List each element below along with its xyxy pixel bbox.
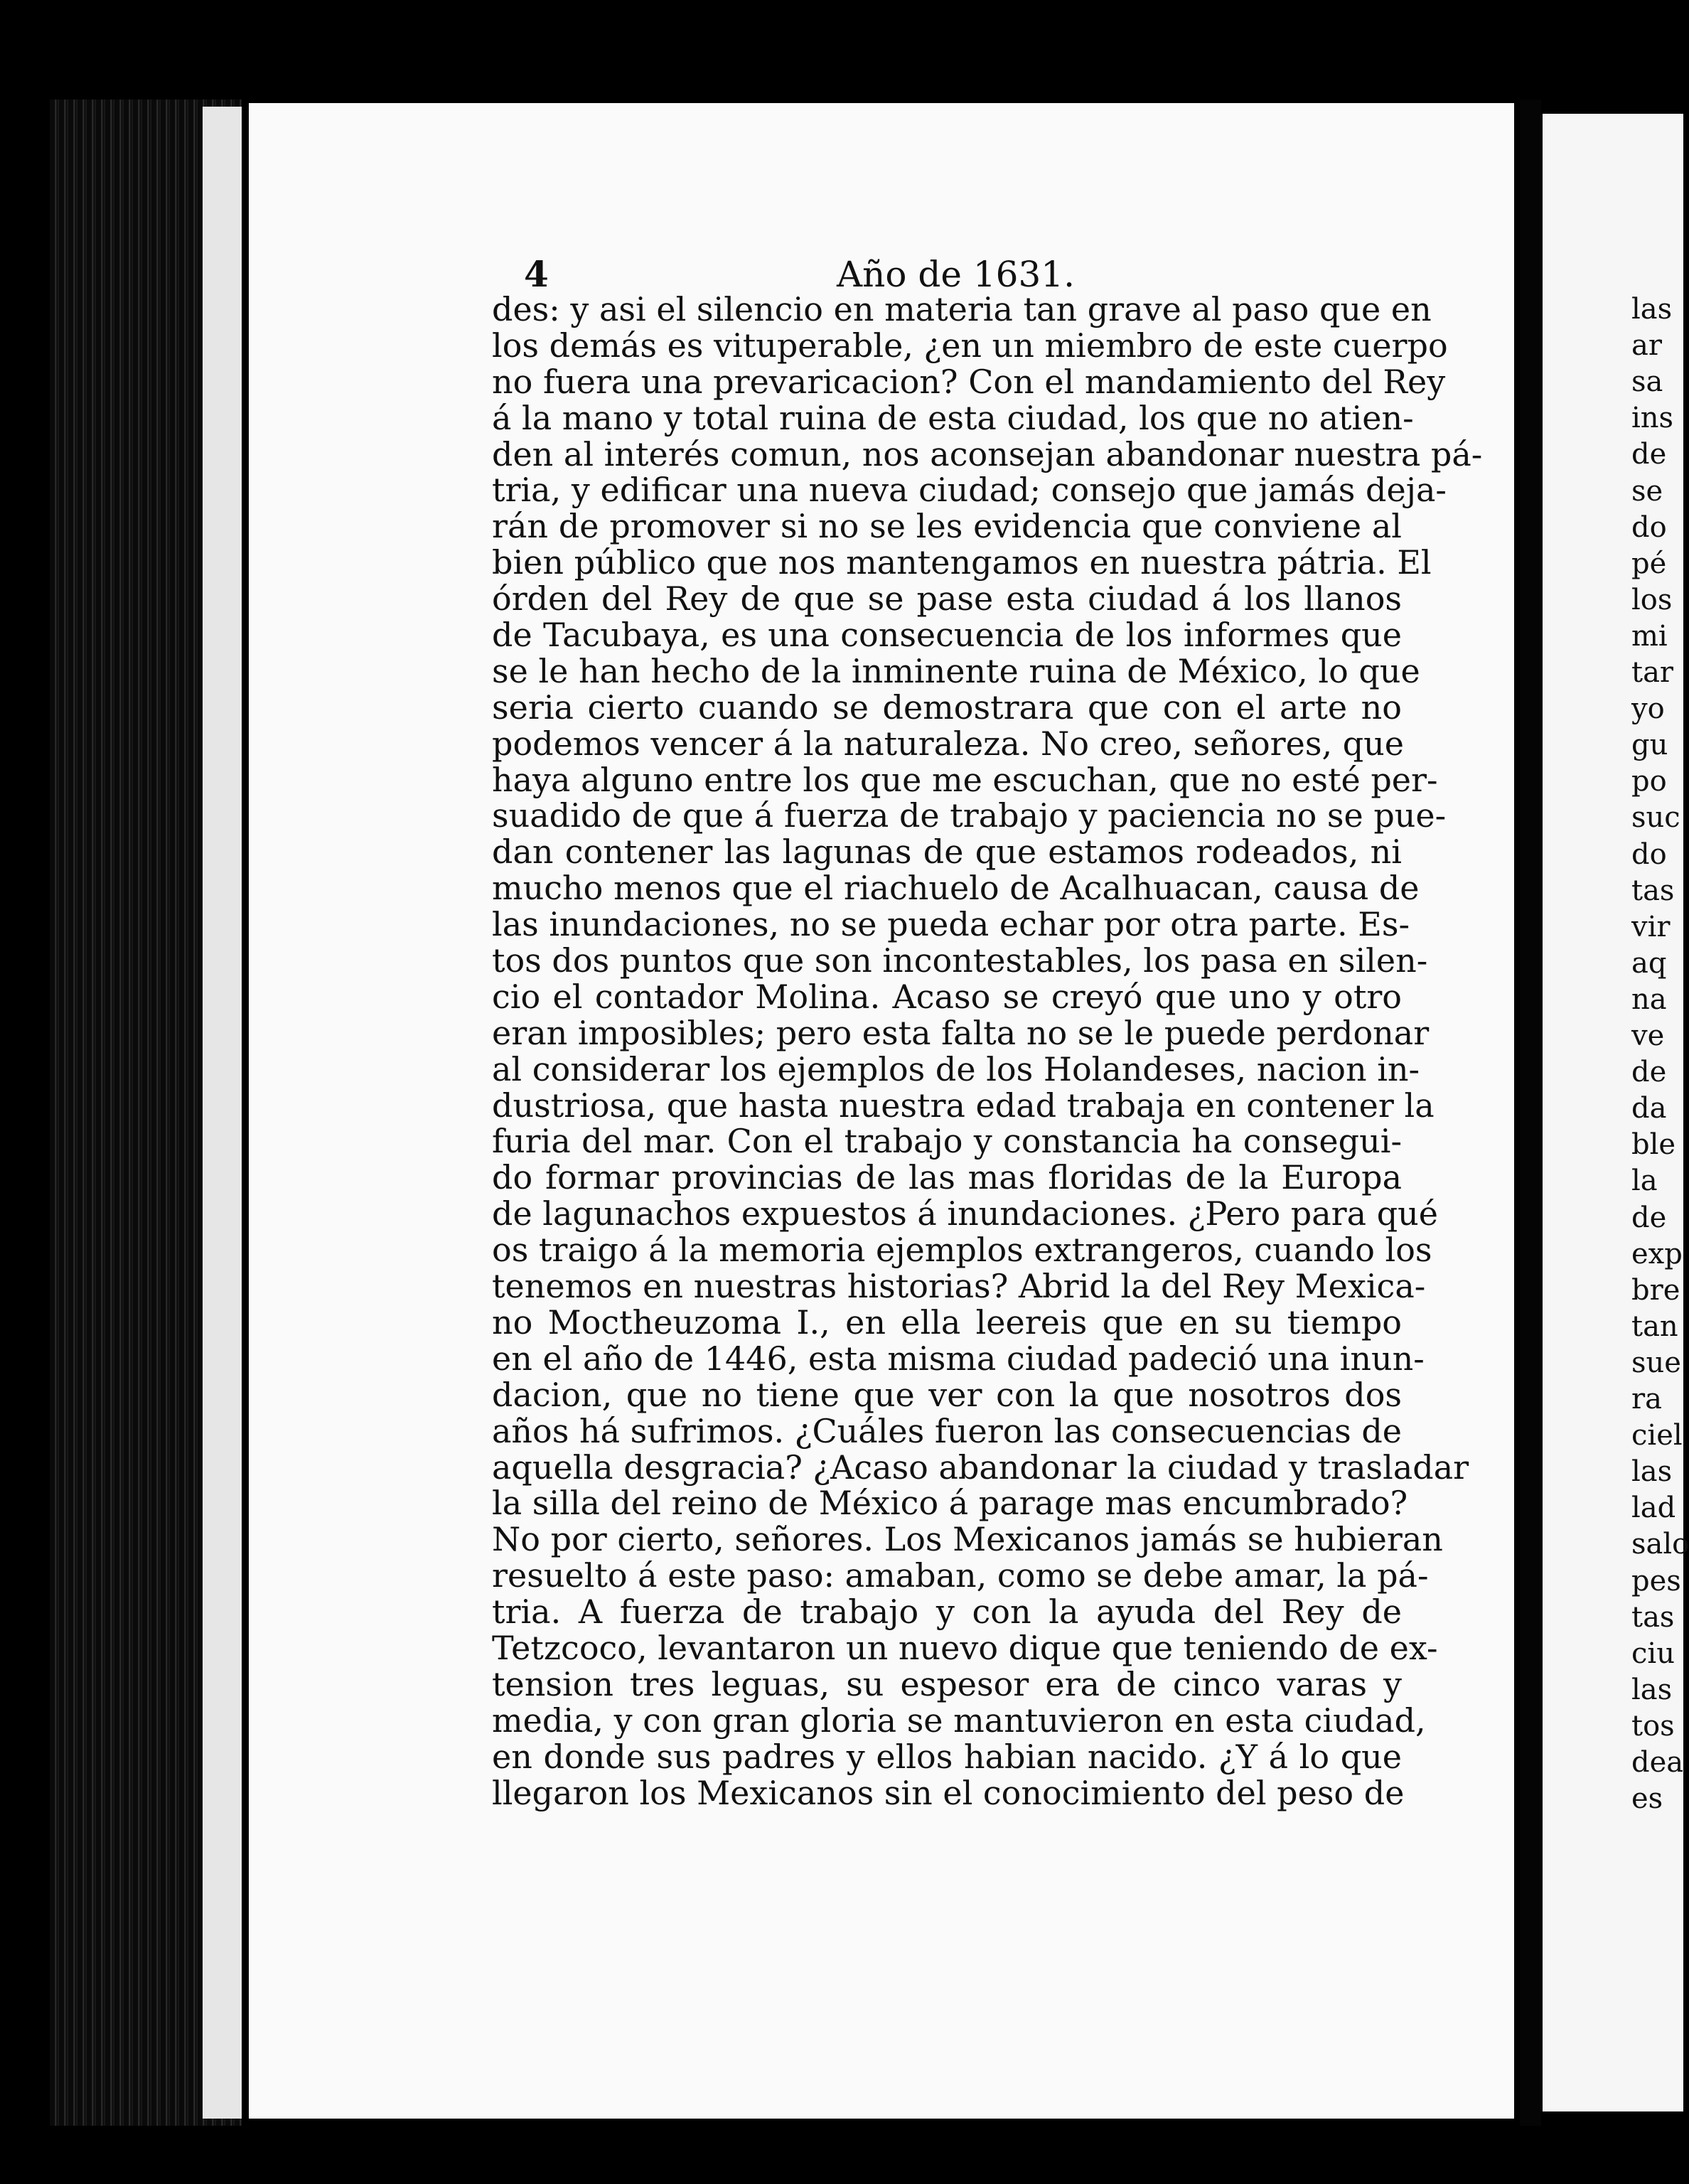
running-title: Año de 1631. (837, 254, 1075, 295)
text-line: rán de promover si no se les evidencia que conviene al (492, 507, 1402, 546)
text-line: podemos vencer á la naturaleza. No creo, señores, que (492, 724, 1404, 763)
facing-text-fragment: de (1631, 438, 1667, 471)
facing-text-fragment: vir (1631, 910, 1671, 943)
facing-text-fragment: tas (1631, 1600, 1675, 1634)
text-line: en el año de 1446, esta misma ciudad padeció una inun- (492, 1339, 1425, 1378)
text-line: tria, y edificar una nueva ciudad; consejo que jamás deja- (492, 471, 1447, 510)
text-line: los demás es vituperable, ¿en un miembro de este cuerpo (492, 326, 1448, 365)
facing-text-fragment: salo (1631, 1528, 1689, 1561)
facing-text-fragment: las (1631, 1673, 1673, 1706)
text-line: no Moctheuzoma I., en ella leereis que en su tiempo (492, 1302, 1402, 1342)
facing-text-fragment: las (1631, 293, 1673, 326)
text-line: media, y con gran gloria se mantuvieron en esta ciudad, (492, 1701, 1426, 1740)
facing-text-fragment: aq (1631, 946, 1667, 980)
facing-text-fragment: ciu (1631, 1637, 1675, 1670)
facing-text-fragment: sue (1631, 1346, 1681, 1379)
facing-text-fragment: tas (1631, 874, 1675, 907)
text-line: años há sufrimos. ¿Cuáles fueron las consecuencias de (492, 1411, 1402, 1450)
text-line: aquella desgracia? ¿Acaso abandonar la ciudad y trasladar (492, 1447, 1469, 1487)
text-line: os traigo á la memoria ejemplos extrangeros, cuando los (492, 1231, 1432, 1270)
facing-text-fragment: las (1631, 1455, 1673, 1489)
text-line: en donde sus padres y ellos habian nacido. ¿Y á lo que (492, 1737, 1402, 1776)
facing-text-fragment: tar (1631, 656, 1674, 689)
text-line: al considerar los ejemplos de los Holandeses, nacion in- (492, 1049, 1420, 1088)
text-line: de lagunachos expuestos á inundaciones. ¿Pero para qué (492, 1194, 1438, 1233)
text-line: tria. A fuerza de trabajo y con la ayuda del Rey de (492, 1592, 1402, 1632)
facing-text-fragment: la (1631, 1165, 1658, 1198)
text-line: mucho menos que el riachuelo de Acalhuacan, causa de (492, 869, 1420, 908)
facing-text-fragment: ble (1631, 1128, 1676, 1162)
facing-text-fragment: ve (1631, 1019, 1665, 1052)
text-line: Tetzcoco, levantaron un nuevo dique que teniendo de ex- (492, 1628, 1438, 1667)
text-line: eran imposibles; pero esta falta no se le puede perdonar (492, 1013, 1430, 1052)
text-line: órden del Rey de que se pase esta ciudad á los llanos (492, 579, 1402, 619)
facing-text-fragment: sa (1631, 365, 1663, 399)
facing-text-fragment: bre (1631, 1273, 1680, 1307)
page-number: 4 (524, 253, 549, 295)
facing-text-fragment: gu (1631, 729, 1668, 762)
text-line: haya alguno entre los que me escuchan, que no esté per- (492, 760, 1438, 799)
text-line: No por cierto, señores. Los Mexicanos jamás se hubieran (492, 1520, 1443, 1559)
text-line: dacion, que no tiene que ver con la que nosotros dos (492, 1375, 1402, 1414)
facing-text-fragment: na (1631, 983, 1667, 1016)
text-line: á la mano y total ruina de esta ciudad, los que no atien- (492, 398, 1414, 437)
facing-text-fragment: pes (1631, 1564, 1681, 1597)
text-line: la silla del reino de México á parage mas encumbrado? (492, 1484, 1408, 1523)
text-line: tension tres leguas, su espesor era de cinco varas y (492, 1664, 1402, 1703)
facing-text-fragment: tos (1631, 1709, 1675, 1743)
facing-text-fragment: se (1631, 474, 1663, 508)
facing-text-fragment: do (1631, 510, 1667, 544)
text-line: suadido de que á fuerza de trabajo y paciencia no se pue- (492, 796, 1447, 835)
facing-text-fragment: do (1631, 837, 1667, 871)
facing-text-fragment: ins (1631, 402, 1674, 435)
facing-text-fragment: po (1631, 765, 1667, 798)
text-line: no fuera una prevaricacion? Con el mandamiento del Rey (492, 362, 1446, 401)
facing-text-fragment: ra (1631, 1383, 1662, 1415)
text-line: seria cierto cuando se demostrara que con el arte no (492, 687, 1402, 727)
facing-text-fragment: mi (1631, 619, 1668, 653)
text-line: dan contener las lagunas de que estamos rodeados, ni (492, 833, 1402, 872)
facing-text-fragment: suc (1631, 801, 1680, 835)
facing-text-fragment: de (1631, 1201, 1667, 1234)
facing-text-fragment: es (1631, 1782, 1663, 1816)
text-line: llegaron los Mexicanos sin el conocimiento del peso de (492, 1773, 1405, 1812)
facing-text-fragment: da (1631, 1092, 1667, 1125)
text-line: tenemos en nuestras historias? Abrid la del Rey Mexica- (492, 1267, 1426, 1306)
text-line: den al interés comun, nos aconsejan abandonar nuestra pá- (492, 434, 1483, 473)
facing-text-fragment: lad (1631, 1492, 1676, 1525)
facing-text-fragment: los (1631, 583, 1673, 616)
text-line: do formar provincias de las mas floridas de la Europa (492, 1158, 1402, 1197)
text-line: bien público que nos mantengamos en nuestra pátria. El (492, 543, 1432, 582)
text-line: las inundaciones, no se pueda echar por otra parte. Es- (492, 905, 1410, 944)
facing-text-fragment: de (1631, 1056, 1667, 1089)
facing-text-fragment: pé (1631, 547, 1667, 580)
facing-text-fragment: yo (1631, 692, 1665, 726)
facing-text-fragment: ciel (1631, 1419, 1683, 1452)
text-line: dustriosa, que hasta nuestra edad trabaja en contener la (492, 1086, 1435, 1125)
body-text (492, 290, 1483, 1812)
text-line: cio el contador Molina. Acaso se creyó que uno y otro (492, 977, 1402, 1016)
facing-text-fragment: tan (1631, 1310, 1678, 1343)
facing-text-fragment: dea (1631, 1746, 1684, 1779)
facing-text-fragment: exp (1631, 1237, 1683, 1270)
page-edge-strip (203, 107, 242, 2119)
text-line: resuelto á este paso: amaban, como se debe amar, la pá- (492, 1556, 1429, 1595)
text-line: furia del mar. Con el trabajo y constancia ha consegui- (492, 1122, 1402, 1161)
text-line: de Tacubaya, es una consecuencia de los informes que (492, 616, 1402, 655)
text-line: des: y asi el silencio en materia tan grave al paso que en (492, 290, 1432, 328)
facing-text-fragment: ar (1631, 329, 1662, 363)
book-gutter (1520, 100, 1541, 2126)
text-line: se le han hecho de la inminente ruina de México, lo que (492, 651, 1420, 690)
text-line: tos dos puntos que son incontestables, los pasa en silen- (492, 941, 1428, 980)
